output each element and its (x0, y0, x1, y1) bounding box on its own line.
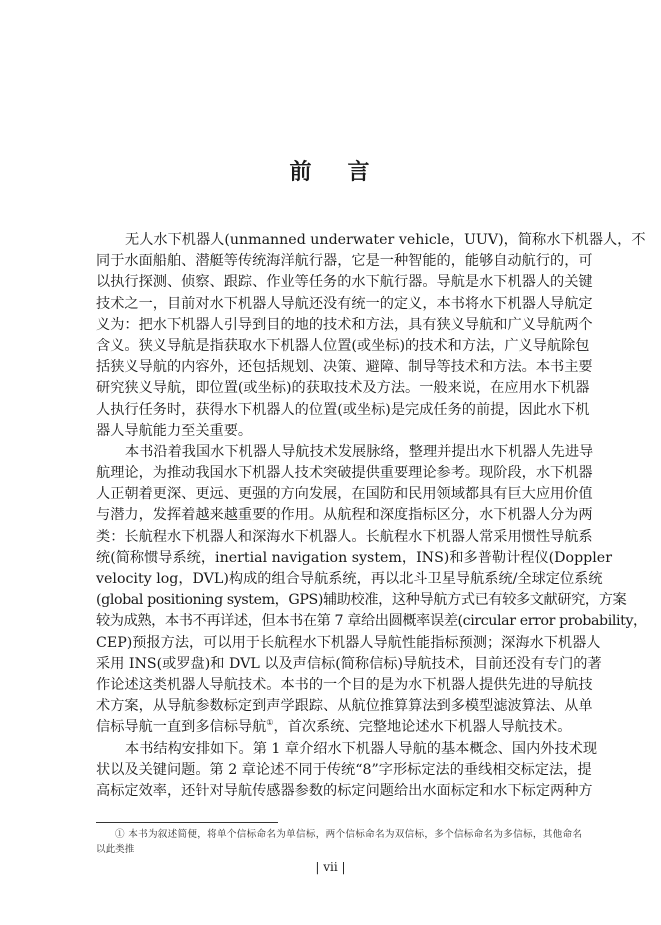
text-line: 括狭义导航的内容外，还包括规划、决策、避障、制导等技术和方法。本书主要 (96, 359, 593, 376)
text-line: 本书沿着我国水下机器人导航技术发展脉络，整理并提出水下机器人先进导 (125, 443, 594, 460)
footnote-line: ① 本书为叙述简便，将单个信标命名为单信标，两个信标命名为双信标，多个信标命名为多信标，其他命名 (115, 829, 582, 840)
text-segment: ，首次系统、完整地论述水下机器人导航技术。 (273, 719, 572, 736)
text-line: 研究狭义导航，即位置(或坐标)的获取技术及方法。一般来说，在应用水下机器 (96, 380, 590, 397)
text-segment: 信标导航一直到多信标导航 (96, 719, 267, 736)
text-line: 器人导航能力至关重要。 (96, 422, 253, 439)
text-line: velocity log，DVL)构成的组合导航系统，再以北斗卫星导航系统/全球定位系统 (96, 571, 603, 587)
text-line: 与潜力，发挥着越来越重要的作用。从航程和深度指标区分，水下机器人分为两 (96, 507, 593, 524)
text-line: (global positioning system，GPS)辅助校准，这种导航方式已有较多文献研究，方案 (96, 592, 627, 609)
text-line: 高标定效率，还针对导航传感器参数的标定问题给出水面标定和水下标定两种方 (96, 782, 593, 799)
text-line: 含义。狭义导航是指获取水下机器人位置(或坐标)的技术和方法，广义导航除包 (96, 337, 590, 354)
paragraph (96, 230, 646, 442)
text-line: 采用 INS(或罗盘)和 DVL 以及声信标(简称信标)导航技术，目前还没有专门的著 (96, 655, 602, 672)
footnote-divider (96, 822, 278, 823)
paragraph (96, 739, 598, 803)
text-line (96, 717, 582, 738)
paragraph (96, 442, 647, 739)
text-line: 统(简称惯导系统，inertial navigation system，INS)和多普勒计程仪(Doppler (96, 549, 612, 566)
text-line: 人执行任务时，获得水下机器人的位置(或坐标)是完成任务的前提，因此水下机 (96, 401, 590, 418)
text-line: 作论述这类机器人导航技术。本书的一个目的是为水下机器人提供先进的导航技 (96, 676, 593, 693)
text-line: 较为成熟，本书不再详述，但本书在第 7 章给出圆概率误差(circular error probability， (96, 613, 647, 630)
text-line: 航理论，为推动我国水下机器人技术突破提供重要理论参考。现阶段，水下机器 (96, 465, 593, 482)
text-line: 状以及关键问题。第 2 章论述不同于传统“8”字形标定法的垂线相交标定法，提 (96, 761, 592, 778)
footnote (96, 827, 582, 857)
text-line: 人正朝着更深、更远、更强的方向发展，在国防和民用领域都具有巨大应用价值 (96, 486, 593, 503)
text-line: 术方案，从导航参数标定到声学跟踪、从航位推算算法到多模型滤波算法、从单 (96, 698, 593, 715)
text-line: 义为：把水下机器人引导到目的地的技术和方法，具有狭义导航和广义导航两个 (96, 316, 593, 333)
title-char: 言 (347, 160, 372, 185)
page-title (0, 155, 661, 186)
footnote-line: 以此类推 (96, 844, 135, 855)
title-char: 前 (289, 160, 314, 185)
footnote-mark[interactable]: ① (266, 718, 274, 728)
text-line: 本书结构安排如下。第 1 章介绍水下机器人导航的基本概念、国内外技术现 (125, 740, 598, 757)
text-line: 技术之一，目前对水下机器人导航还没有统一的定义，本书将水下机器人导航定 (96, 295, 593, 312)
body-text (96, 230, 647, 802)
text-line: 以执行探测、侦察、跟踪、作业等任务的水下航行器。导航是水下机器人的关键 (96, 274, 593, 291)
text-line: 无人水下机器人(unmanned underwater vehicle，UUV)，简称水下机器人，不 (125, 232, 646, 248)
text-line: 类：长航程水下机器人和深海水下机器人。长航程水下机器人常采用惯性导航系 (96, 528, 593, 545)
text-line: 同于水面船舶、潜艇等传统海洋航行器，它是一种智能的，能够自动航行的，可 (96, 253, 593, 270)
text-line: CEP)预报方法，可以用于长航程水下机器人导航性能指标预测；深海水下机器人 (96, 634, 601, 651)
page-number: | vii | (315, 860, 346, 874)
